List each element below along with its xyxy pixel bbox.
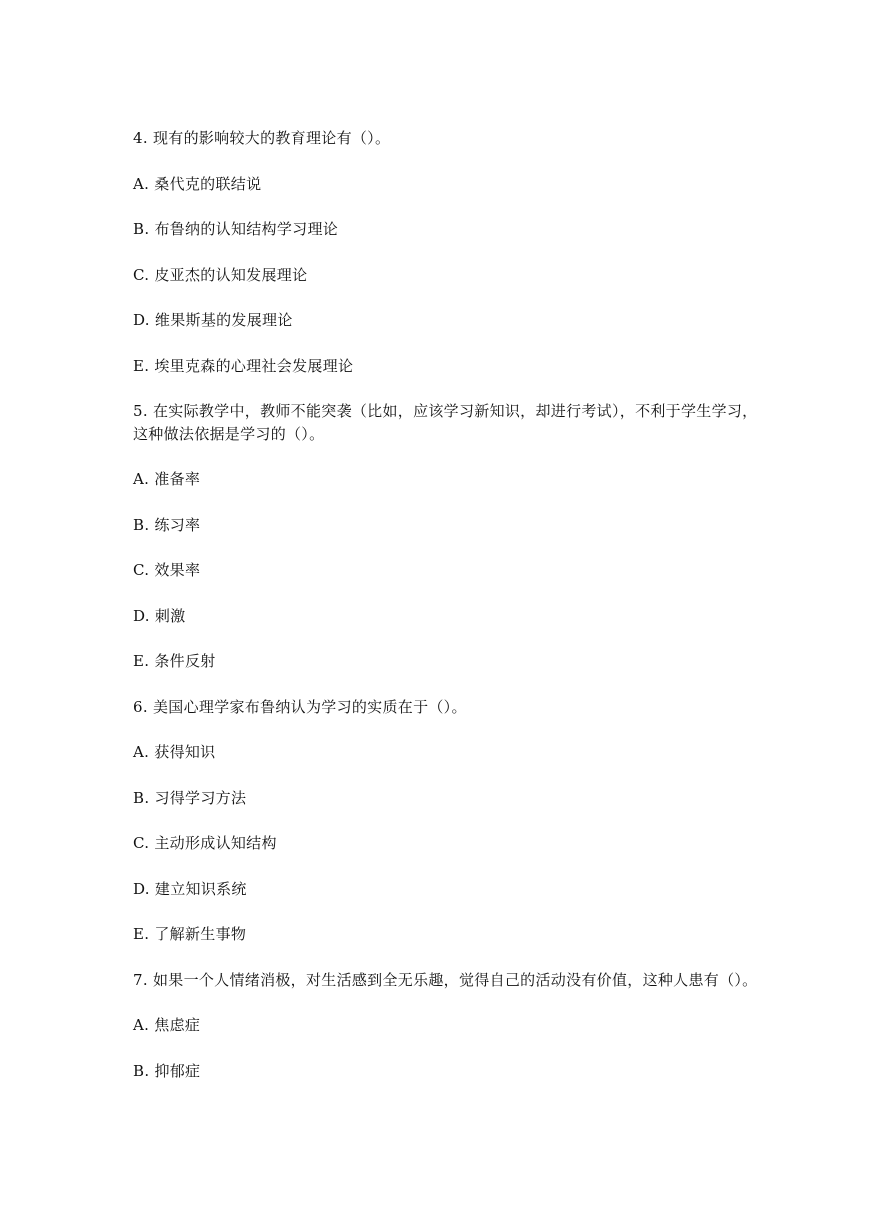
question-5-option-a: A. 准备率	[133, 470, 201, 488]
question-5-option-c: C. 效果率	[133, 561, 201, 579]
question-6-option-c: C. 主动形成认知结构	[133, 834, 277, 852]
question-6-option-b: B. 习得学习方法	[133, 789, 247, 807]
question-4-stem: 4. 现有的影响较大的教育理论有（）。	[133, 129, 391, 147]
question-5-stem-line-1: 5. 在实际教学中，教师不能突袭（比如，应该学习新知识，却进行考试），不利于学生学习，	[133, 402, 758, 420]
question-4-option-d: D. 维果斯基的发展理论	[133, 311, 293, 329]
question-7-option-a: A. 焦虑症	[133, 1016, 201, 1034]
question-5-option-d: D. 刺激	[133, 607, 186, 625]
question-6-stem: 6. 美国心理学家布鲁纳认为学习的实质在于（）。	[133, 698, 467, 716]
question-6-option-e: E. 了解新生事物	[133, 925, 247, 943]
question-4-option-c: C. 皮亚杰的认知发展理论	[133, 266, 308, 284]
question-7-option-b: B. 抑郁症	[133, 1062, 201, 1080]
question-4-option-b: B. 布鲁纳的认知结构学习理论	[133, 220, 339, 238]
question-7-stem: 7. 如果一个人情绪消极，对生活感到全无乐趣，觉得自己的活动没有价值，这种人患有（）。	[133, 971, 758, 989]
question-6-option-a: A. 获得知识	[133, 743, 216, 761]
question-4-option-a: A. 桑代克的联结说	[133, 175, 262, 193]
question-5-option-b: B. 练习率	[133, 516, 201, 534]
question-6-option-d: D. 建立知识系统	[133, 880, 247, 898]
question-5-option-e: E. 条件反射	[133, 652, 216, 670]
question-5-stem-line-2: 这种做法依据是学习的（）。	[133, 425, 325, 443]
question-4-option-e: E. 埃里克森的心理社会发展理论	[133, 357, 354, 375]
